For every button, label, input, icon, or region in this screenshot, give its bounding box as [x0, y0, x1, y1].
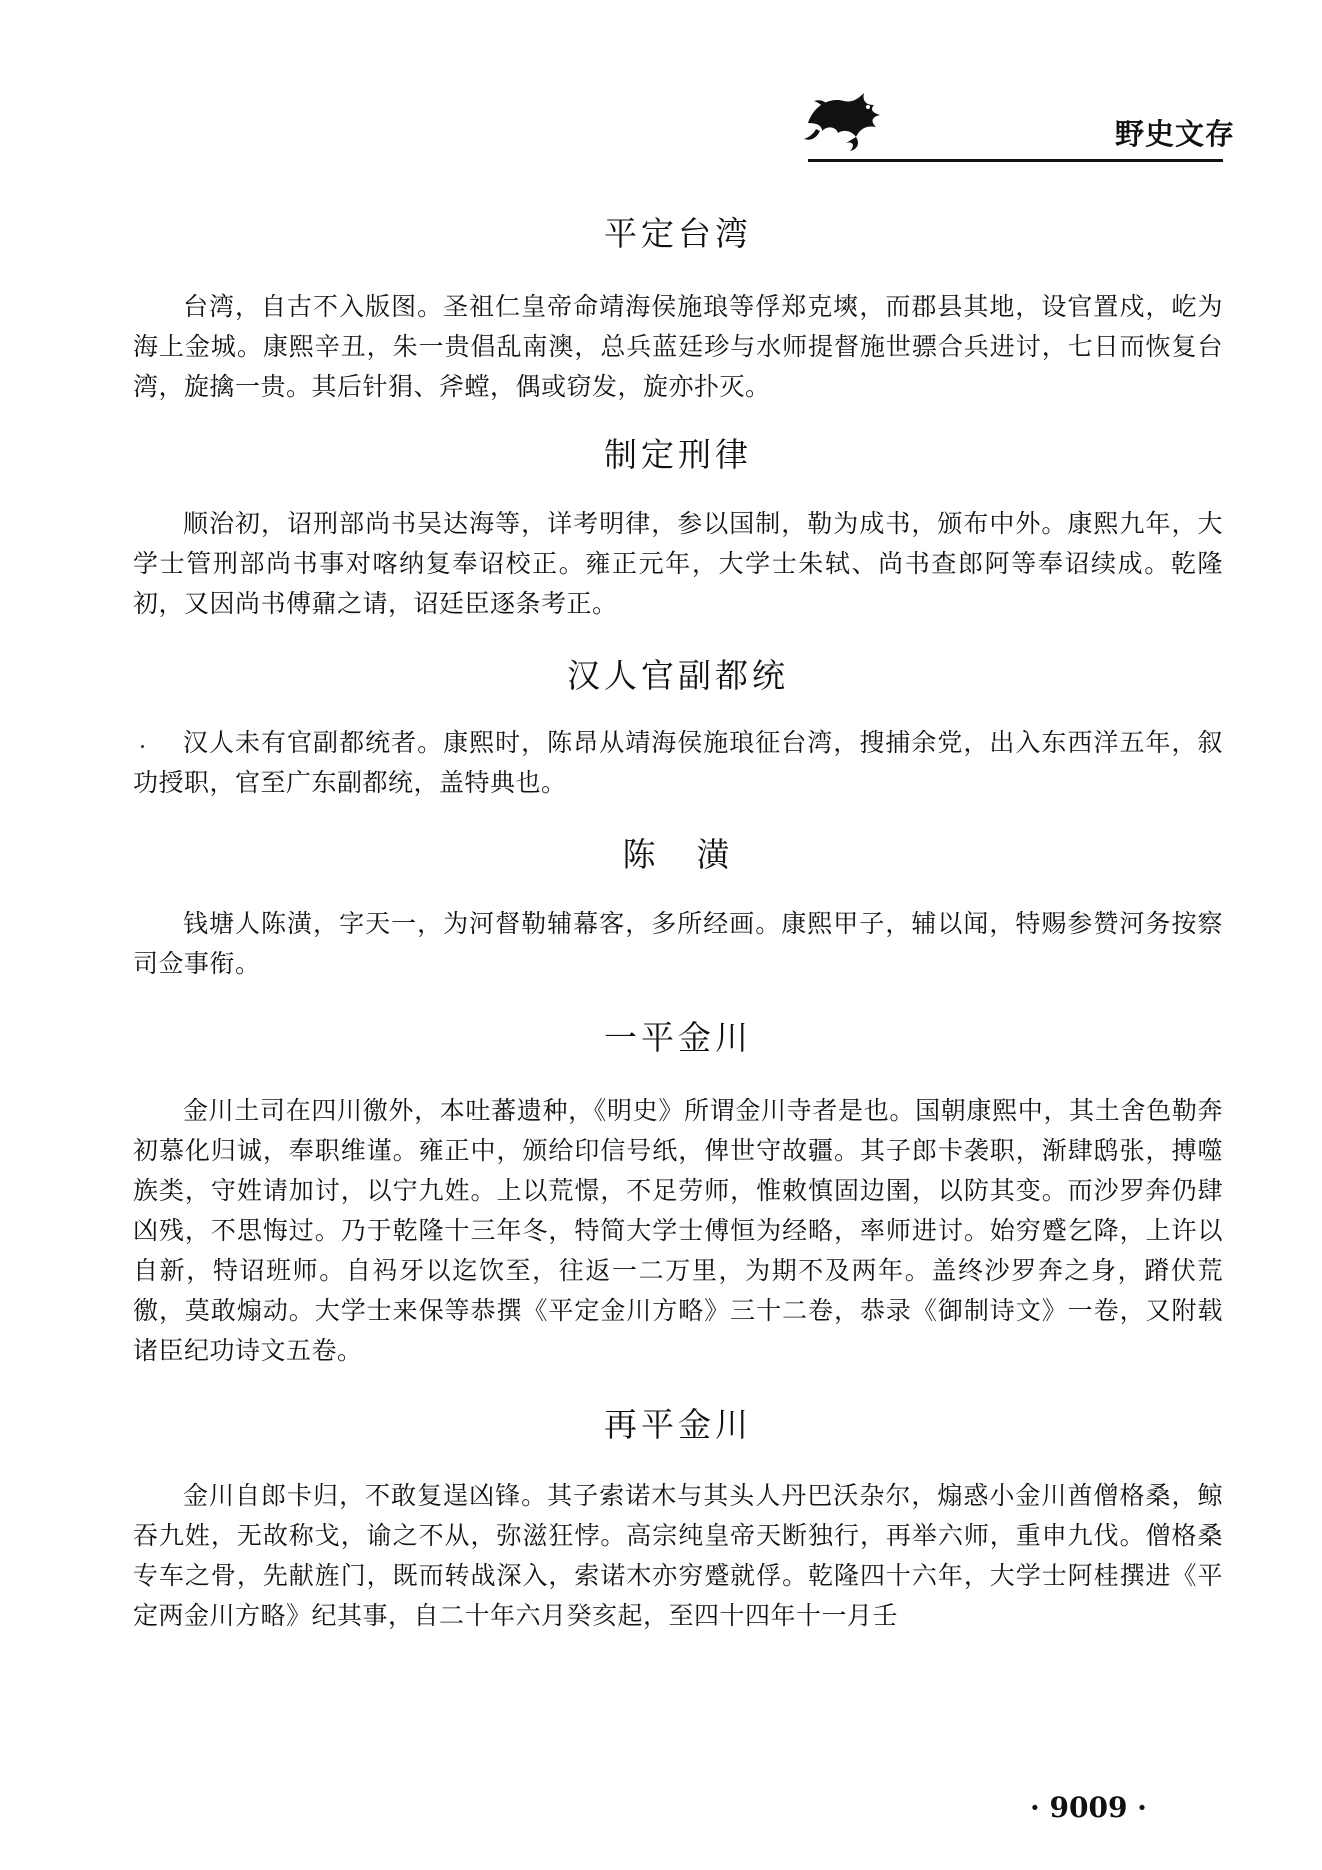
section-title: 陈 潢	[622, 835, 734, 874]
book-series-title: 野史文存	[1115, 117, 1236, 151]
section-body: 金川自郎卡归，不敢复逞凶锋。其子索诺木与其头人丹巴沃杂尔，煽惑小金川酋僧格桑，鲸吞九姓，无故称戈，谕之不从，弥滋狂悖。高宗纯皇帝天断独行，再举六师，重申九伐。僧格桑专车之骨，先献旌门，既而转战深入，索诺木亦穷蹙就俘。乾隆四十六年，大学士阿桂撰进《平定两金川方略》纪其事，自二十年六月癸亥起，至四十四年十一月壬	[133, 1481, 1223, 1630]
section-yiping-jinchuan	[133, 1012, 1223, 1371]
dragon-emblem-icon	[800, 85, 890, 155]
section-title: 再平金川	[604, 1405, 752, 1444]
section-body: 顺治初，诏刑部尚书吴达海等，详考明律，参以国制，勒为成书，颁布中外。康熙九年，大学士管刑部尚书事对喀纳复奉诏校正。雍正元年，大学士朱轼、尚书查郎阿等奉诏续成。乾隆初，又因尚书傅鼐之请，诏廷臣逐条考正。	[133, 509, 1223, 618]
section-pingding-taiwan	[133, 208, 1223, 407]
section-chen-huang	[133, 829, 1223, 984]
section-body: 汉人未有官副都统者。康熙时，陈昂从靖海侯施琅征台湾，搜捕余党，出入东西洋五年，叙功授职，官至广东副都统，盖特典也。	[133, 728, 1223, 797]
page-content	[133, 208, 1223, 1636]
section-zhiding-xinglv	[133, 429, 1223, 624]
section-zaiping-jinchuan	[133, 1399, 1223, 1636]
section-body: 金川土司在四川徼外，本吐蕃遗种，《明史》所谓金川寺者是也。国朝康熙中，其土舍色勒奔初慕化归诚，奉职维谨。雍正中，颁给印信号纸，俾世守故疆。其子郎卡袭职，渐肆鸱张，搏噬族类，守姓请加讨，以宁九姓。上以荒憬，不足劳师，惟敕慎固边圉，以防其变。而沙罗奔仍肆凶残，不思悔过。乃于乾隆十三年冬，特简大学士傅恒为经略，率师进讨。始穷蹙乞降，上许以自新，特诏班师。自祃牙以迄饮至，往返一二万里，为期不及两年。盖终沙罗奔之身，蹐伏荒徼，莫敢煽动。大学士来保等恭撰《平定金川方略》三十二卷，恭录《御制诗文》一卷，又附载诸臣纪功诗文五卷。	[133, 1096, 1223, 1365]
section-title: 制定刑律	[604, 435, 752, 474]
page-header	[0, 0, 1322, 170]
section-body: 台湾，自古不入版图。圣祖仁皇帝命靖海侯施琅等俘郑克塽，而郡县其地，设官置戍，屹为海上金城。康熙辛丑，朱一贵倡乱南澳，总兵蓝廷珍与水师提督施世骠合兵进讨，七日而恢复台湾，旋擒一贵。其后针狷、斧螳，偶或窃发，旋亦扑灭。	[133, 292, 1223, 401]
section-hanren-fudutong	[133, 650, 1223, 803]
page-number: · 9009 ·	[1030, 1791, 1147, 1824]
section-title: 平定台湾	[604, 214, 752, 253]
header-rule	[808, 159, 1223, 162]
section-title: 一平金川	[604, 1018, 752, 1057]
section-body: 钱塘人陈潢，字天一，为河督勒辅幕客，多所经画。康熙甲子，辅以闻，特赐参赞河务按察司佥事衔。	[133, 909, 1223, 978]
section-title: 汉人官副都统	[567, 656, 789, 695]
